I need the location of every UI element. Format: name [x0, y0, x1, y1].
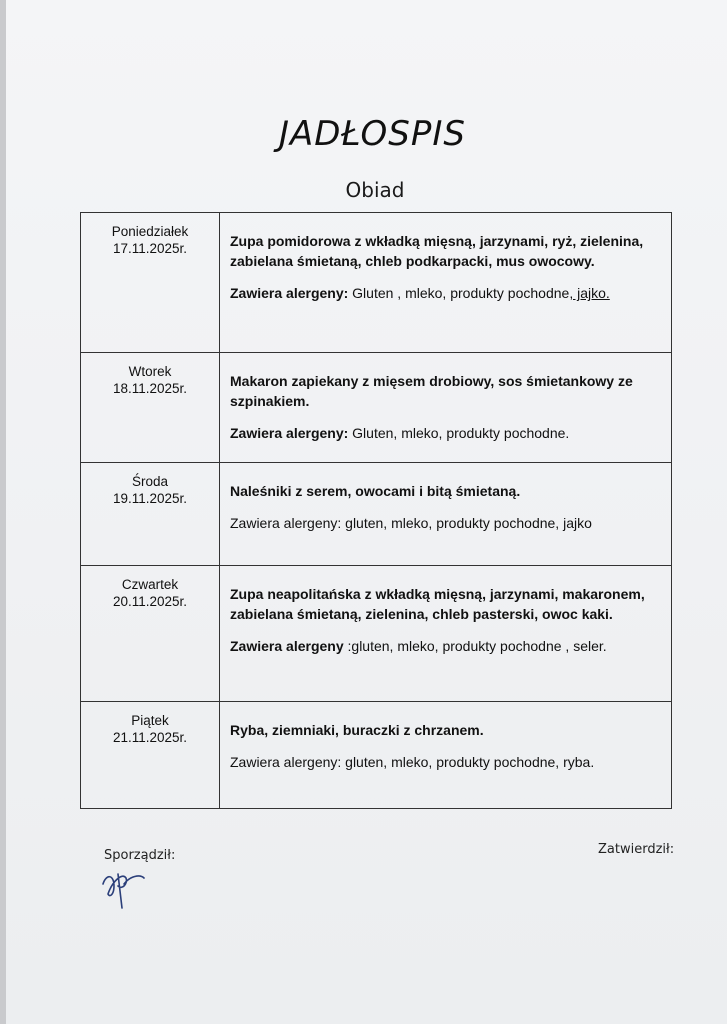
- day-date: 19.11.2025r.: [112, 491, 188, 506]
- dish-cell: [220, 566, 672, 702]
- day-cell: [81, 702, 220, 809]
- table-row: [81, 566, 672, 702]
- allergens-label: Zawiera alergeny:: [230, 285, 349, 301]
- dish-cell: [220, 702, 672, 809]
- day-name: Poniedziałek: [111, 224, 189, 239]
- allergens-line: Zawiera alergeny: gluten, mleko, produkty pochodne, jajko: [230, 515, 592, 531]
- day-name: Czwartek: [121, 577, 179, 592]
- day-cell: [81, 213, 220, 353]
- day-date: 18.11.2025r.: [112, 381, 188, 396]
- allergens-list: Gluten, mleko, produkty pochodne.: [348, 425, 570, 441]
- prepared-by-label: Sporządził:: [104, 848, 176, 863]
- allergens-line: [230, 283, 661, 303]
- allergens-list-extra: , jajko.: [569, 285, 610, 301]
- day-date: 21.11.2025r.: [112, 730, 188, 745]
- dish-cell: [220, 213, 672, 353]
- dish-cell: [220, 463, 672, 566]
- day-name: Środa: [131, 474, 169, 489]
- allergens-line: [230, 423, 661, 443]
- dish-description: Zupa neapolitańska z wkładką mięsną, jarzynami, makaronem, zabielana śmietaną, zielenina, chleb pasterski, owoc kaki.: [230, 586, 645, 622]
- day-cell: [81, 353, 220, 463]
- allergens-list: Gluten , mleko, produkty pochodne: [348, 285, 570, 301]
- allergens-line: [230, 636, 661, 656]
- handwritten-signature: [100, 864, 150, 914]
- day-date: 17.11.2025r.: [112, 241, 188, 256]
- day-cell: [81, 566, 220, 702]
- menu-table: [80, 212, 672, 809]
- allergens-label: Zawiera alergeny: [230, 638, 344, 654]
- dish-cell: [220, 353, 672, 463]
- table-row: [81, 213, 672, 353]
- day-name: Piątek: [131, 713, 169, 728]
- allergens-line: Zawiera alergeny: gluten, mleko, produkty pochodne, ryba.: [230, 754, 595, 770]
- allergens-list: :gluten, mleko, produkty pochodne , seler.: [343, 638, 607, 654]
- allergens-label: Zawiera alergeny:: [230, 425, 349, 441]
- table-row: [81, 463, 672, 566]
- dish-description: Zupa pomidorowa z wkładką mięsną, jarzynami, ryż, zielenina, zabielana śmietaną, chleb podkarpacki, mus owocowy.: [230, 233, 644, 269]
- dish-description: Naleśniki z serem, owocami i bitą śmietaną.: [230, 483, 521, 499]
- day-cell: [81, 463, 220, 566]
- dish-description: Makaron zapiekany z mięsem drobiowy, sos śmietankowy ze szpinakiem.: [230, 373, 633, 409]
- dish-description: Ryba, ziemniaki, buraczki z chrzanem.: [230, 722, 484, 738]
- document-subtitle: Obiad: [345, 178, 405, 202]
- table-row: [81, 702, 672, 809]
- document-title: JADŁOSPIS: [279, 114, 466, 154]
- day-name: Wtorek: [128, 364, 172, 379]
- approved-by-label: Zatwierdził:: [598, 842, 675, 857]
- day-date: 20.11.2025r.: [112, 594, 188, 609]
- table-row: [81, 353, 672, 463]
